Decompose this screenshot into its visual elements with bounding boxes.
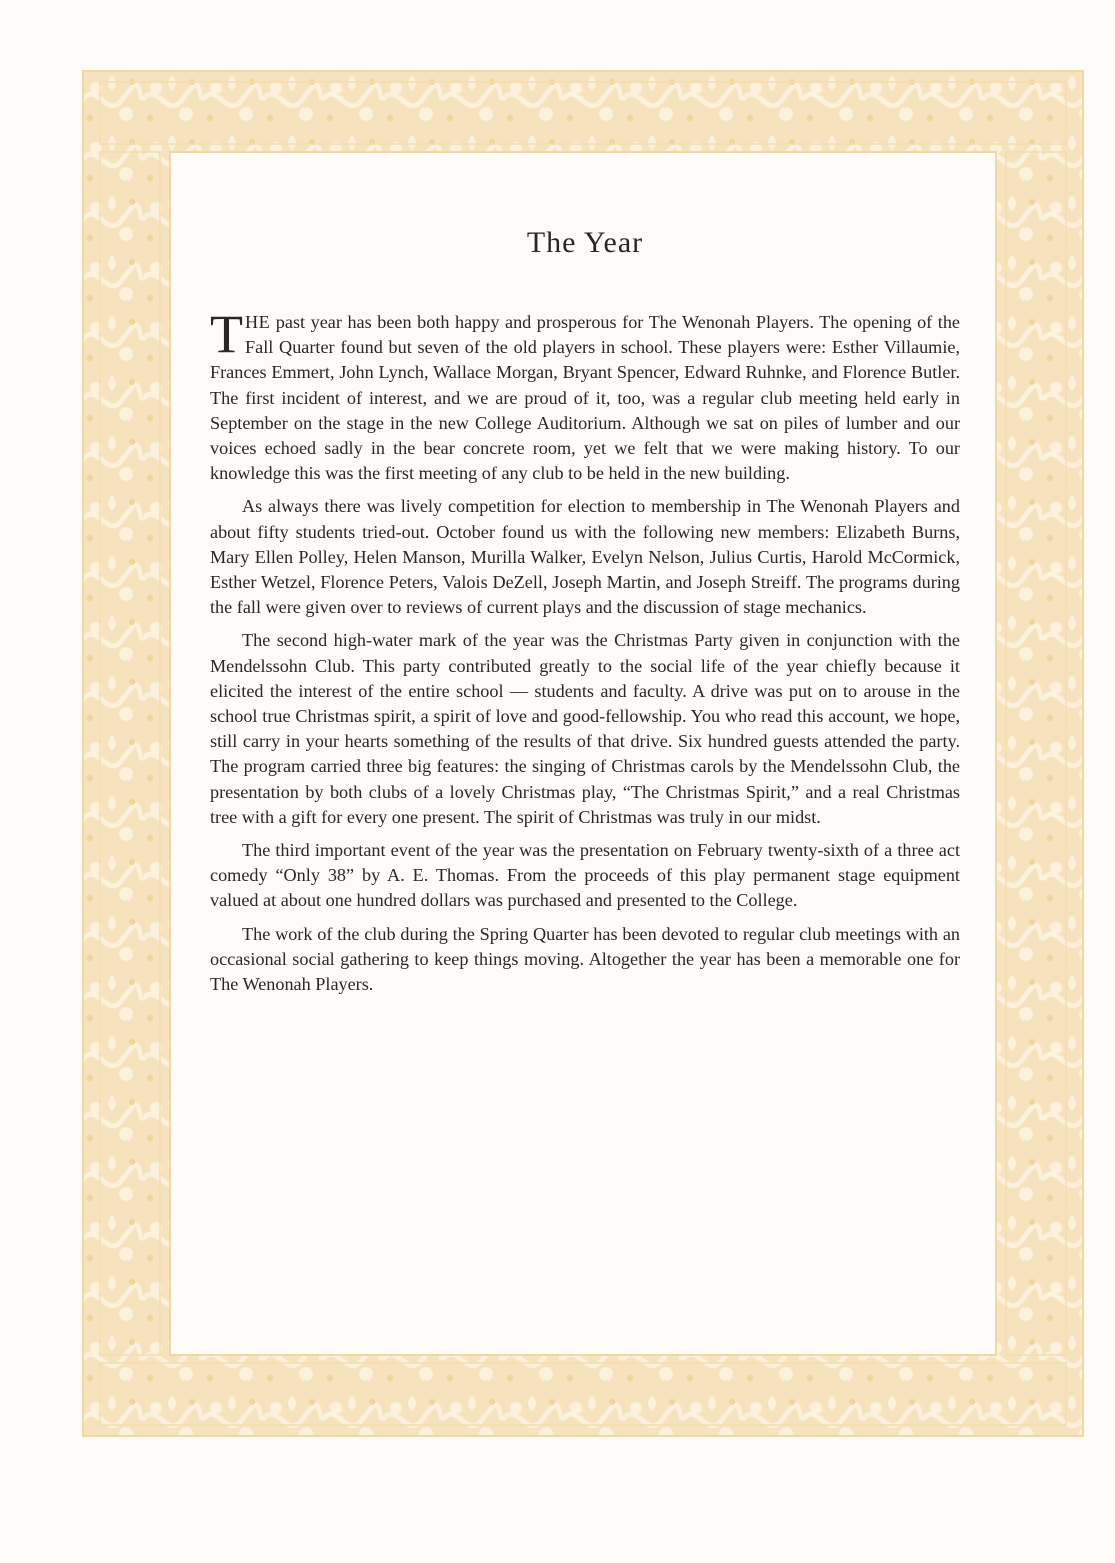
- paragraph-3: The second high-water mark of the year was the Christmas Party given in conjunction with the Mendelssohn Club. This party contributed greatly to the social life of the year chiefly because it elicited the interest of the entire school — students and faculty. A drive was put on to arouse in the school true Christmas spirit, a spirit of love and good-fellowship. You who read this account, we hope, still carry in your hearts something of the results of that drive. Six hundred guests attended the party. The program carried three big features: the singing of Christmas carols by the Mendelssohn Club, the presentation by both clubs of a lovely Christmas play, “The Christmas Spirit,” and a real Christmas tree with a gift for every one present. The spirit of Christmas was truly in our midst.: [210, 630, 960, 827]
- page-title: The Year: [526, 226, 644, 259]
- paragraph-2: As always there was lively competition for election to membership in The Wenonah Players and about fifty students tried-out. October found us with the following new members: Elizabeth Burns, Mary Ellen Polley, Helen Manson, Murilla Walker, Evelyn Nelson, Julius Curtis, Harold McCormick, Esther Wetzel, Florence Peters, Valois DeZell, Joseph Martin, and Joseph Streiff. The programs during the fall were given over to reviews of current plays and the discussion of stage mechanics.: [210, 496, 960, 618]
- first-word-rest: HE: [245, 312, 271, 332]
- paragraph-4: The third important event of the year was the presentation on February twenty-sixth of a three act comedy “Only 38” by A. E. Thomas. From the proceeds of this play permanent stage equipment valued at about one hundred dollars was purchased and presented to the College.: [210, 840, 960, 911]
- drop-cap: T: [210, 304, 243, 364]
- paragraph-1: [210, 304, 960, 486]
- paragraph-1-text: past year has been both happy and prosperous for The Wenonah Players. The opening of the Fall Quarter found but seven of the old players in school. These players were: Esther Villaumie, Frances Emmert, John Lynch, Wallace Morgan, Bryant Spencer, Edward Ruhnke, and Florence Butler. The first incident of interest, and we are proud of it, too, was a regular club meeting held early in September on the stage in the new College Auditorium. Although we sat on piles of lumber and our voices echoed sadly in the bear concrete room, yet we felt that we were making history. To our knowledge this was the first meeting of any club to be held in the new building.: [210, 312, 960, 484]
- article: [210, 226, 960, 1005]
- paragraph-5: The work of the club during the Spring Quarter has been devoted to regular club meetings with an occasional social gathering to keep things moving. Altogether the year has been a memorable one for The Wenonah Players.: [210, 923, 960, 995]
